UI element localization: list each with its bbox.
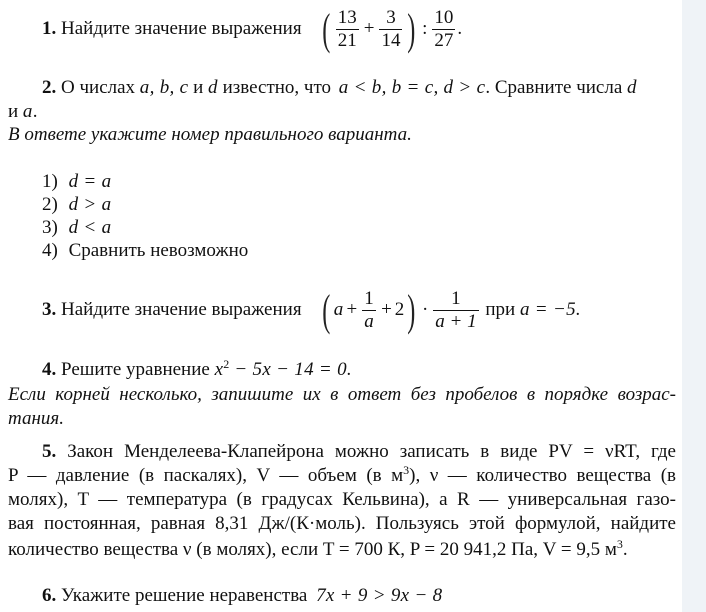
task-3-condition: a = −5. [519, 299, 581, 320]
task-5-text-line-5b: . [622, 539, 628, 560]
task-6-text: Укажите решение неравенства [61, 585, 308, 606]
task-5-line-2 [8, 464, 676, 488]
fraction-1-a-plus-1 [433, 289, 478, 332]
task-3 [42, 284, 581, 336]
task-1 [42, 4, 462, 54]
option-1[interactable] [42, 170, 111, 194]
option-number: 2) [42, 194, 58, 215]
fraction-denominator: 14 [381, 30, 401, 52]
task-2-line2-var: a [22, 101, 33, 122]
task-5-line-1 [42, 440, 676, 464]
fraction-numerator: 10 [434, 7, 454, 29]
option-text: d < a [68, 217, 112, 238]
equation-rest: − 5x − 14 = 0. [229, 359, 352, 380]
option-number: 3) [42, 217, 58, 238]
division-colon: : [422, 18, 428, 39]
task-6-number: 6. [42, 585, 57, 606]
fraction-numerator: 13 [337, 7, 357, 29]
fraction-denominator: a + 1 [435, 311, 477, 333]
task-5-sup-1: 3 [403, 463, 410, 477]
task-5-text-line-1: Закон Менделеева-Клапейрона можно записать в виде PV = νRT, где [67, 441, 676, 462]
task-5-text-line-2b: ), ν — количество вещества (в [409, 465, 677, 486]
fraction-numerator: 1 [433, 289, 478, 311]
fraction-denominator: a [364, 311, 375, 333]
fraction-denominator: 27 [434, 30, 454, 52]
task-1-period: . [457, 18, 463, 39]
task-3-number: 3. [42, 299, 57, 320]
task-2-and: и [193, 77, 204, 98]
task-2-instruction: В ответе укажите номер правильного варианта. [8, 124, 412, 145]
option-text: Сравнить невозможно [68, 240, 249, 261]
task-2-text-mid: известно, что [222, 77, 332, 98]
right-side-panel [682, 0, 706, 612]
constant-two: 2 [394, 299, 405, 320]
task-1-number: 1. [42, 18, 57, 39]
task-3-when: при [485, 299, 516, 320]
task-2-condition: a < b, b = c, d > c [338, 77, 486, 98]
task-5-line-3: молях), T — температура (в градусах Кельвина), а R — универсальная газо- [8, 489, 676, 510]
task-2-text-start: О числах [61, 77, 136, 98]
expr-a: a [333, 299, 344, 320]
fraction-13-21 [336, 8, 359, 51]
task-6 [42, 584, 442, 608]
option-number: 4) [42, 240, 58, 261]
plus-sign: + [381, 299, 392, 320]
task-5-text-line-5a: количество вещества ν (в молях), если T = 700 К, P = 20 941,2 Па, V = 9,5 м [8, 539, 617, 560]
fraction-denominator: 21 [337, 30, 357, 52]
task-2-vars: a, b, c [139, 77, 189, 98]
task-4 [42, 358, 352, 382]
fraction-numerator: 1 [364, 288, 375, 310]
task-2-line2-end: . [32, 101, 38, 122]
fraction-numerator: 3 [379, 8, 402, 30]
fraction-3-14 [379, 8, 402, 51]
task-2-line-1 [42, 76, 678, 100]
task-1-text: Найдите значение выражения [61, 18, 302, 39]
multiplication-dot: · [421, 299, 429, 320]
task-5-line-4: вая постоянная, равная 8,31 Дж/(К·моль). Пользуясь этой формулой, найдите [8, 513, 676, 534]
right-paren: ) [407, 4, 416, 54]
option-text: d > a [68, 194, 112, 215]
fraction-10-27 [432, 8, 455, 51]
task-3-text: Найдите значение выражения [61, 299, 302, 320]
task-2-text-end: . Сравните числа [485, 77, 623, 98]
task-2-var-d: d [208, 77, 218, 98]
task-4-instruction-line-2: тания. [8, 408, 64, 429]
task-2-number: 2. [42, 77, 57, 98]
option-3[interactable] [42, 216, 111, 240]
option-number: 1) [42, 171, 58, 192]
option-text: d = a [68, 171, 112, 192]
equation-power: 2 [223, 357, 230, 371]
task-6-inequality: 7x + 9 > 9x − 8 [316, 585, 443, 606]
task-5-line-5 [8, 538, 628, 562]
task-2-line2-and: и [8, 101, 19, 122]
task-4-text: Решите уравнение [61, 359, 210, 380]
fraction-1-a [362, 289, 376, 332]
task-2-var-d-2: d [627, 77, 637, 98]
task-4-instruction-line-1: Если корней несколько, запишите их в ответ без пробелов в порядке возрас- [8, 384, 676, 405]
plus-sign: + [363, 18, 375, 39]
task-5-sup-2: 3 [616, 537, 623, 551]
task-4-number: 4. [42, 359, 57, 380]
plus-sign: + [346, 299, 358, 320]
task-5-text-line-2a: P — давление (в паскалях), V — объем (в м [8, 465, 404, 486]
left-paren: ( [322, 4, 331, 54]
option-4[interactable] [42, 239, 248, 263]
equation-x: x [214, 359, 224, 380]
left-paren: ( [322, 285, 331, 335]
task-5-number: 5. [42, 441, 57, 462]
option-2[interactable] [42, 193, 111, 217]
right-paren: ) [407, 285, 416, 335]
task-2-line-2 [8, 100, 37, 124]
